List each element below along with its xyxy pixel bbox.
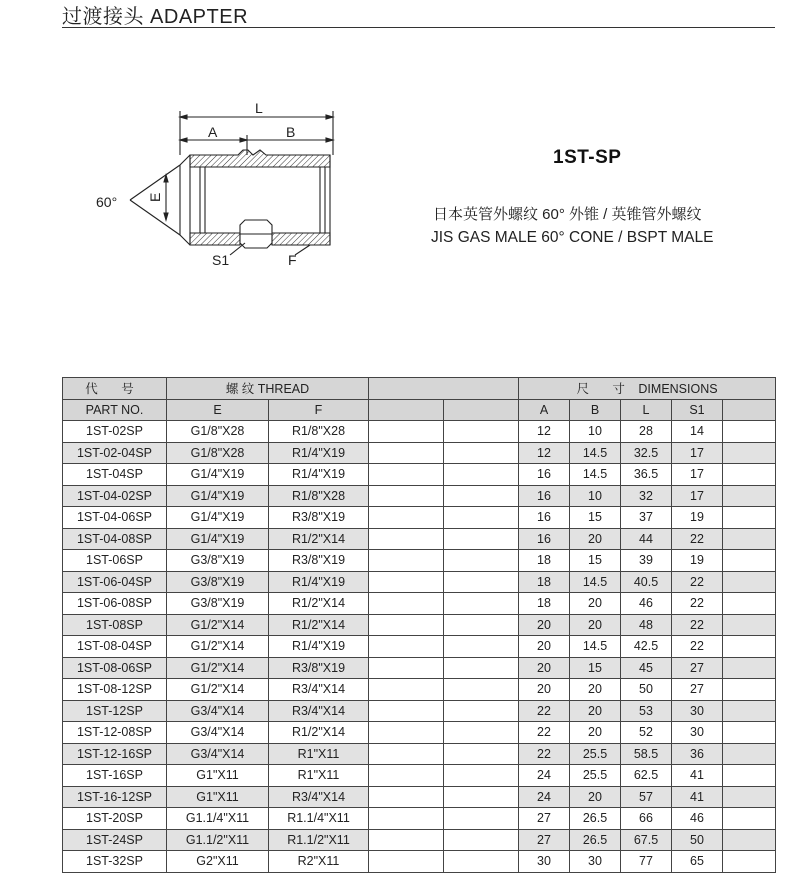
dim-l-cell: 67.5 xyxy=(621,829,672,851)
header-blank-3 xyxy=(723,399,776,421)
blank-cell xyxy=(723,657,776,679)
dim-a-cell: 12 xyxy=(519,421,570,443)
table-row xyxy=(63,485,776,507)
dim-b-cell: 15 xyxy=(570,657,621,679)
dim-a-cell: 20 xyxy=(519,679,570,701)
dim-a-cell: 16 xyxy=(519,464,570,486)
table-row xyxy=(63,593,776,615)
thread-f-cell: R1/4"X19 xyxy=(269,464,369,486)
thread-f-cell: R1/2"X14 xyxy=(269,528,369,550)
blank-cell xyxy=(444,593,519,615)
dim-b-cell: 15 xyxy=(570,550,621,572)
header-code-cn: 代 号 xyxy=(63,378,167,400)
thread-e-cell: G1/2"X14 xyxy=(167,614,269,636)
blank-cell xyxy=(444,743,519,765)
label-a: A xyxy=(208,124,218,140)
dim-b-cell: 20 xyxy=(570,593,621,615)
table-row xyxy=(63,722,776,744)
dim-s1-cell: 19 xyxy=(672,550,723,572)
table-row xyxy=(63,421,776,443)
header-l: L xyxy=(621,399,672,421)
dim-b-cell: 20 xyxy=(570,614,621,636)
header-blank xyxy=(369,378,519,400)
blank-cell xyxy=(369,829,444,851)
blank-cell xyxy=(369,571,444,593)
blank-cell xyxy=(723,485,776,507)
blank-cell xyxy=(369,743,444,765)
dim-l-cell: 48 xyxy=(621,614,672,636)
part-no-cell: 1ST-02-04SP xyxy=(63,442,167,464)
blank-cell xyxy=(723,528,776,550)
dim-s1-cell: 65 xyxy=(672,851,723,873)
blank-cell xyxy=(444,765,519,787)
table-row xyxy=(63,657,776,679)
header-row-1 xyxy=(63,378,776,400)
dim-b-cell: 20 xyxy=(570,700,621,722)
dim-l-cell: 28 xyxy=(621,421,672,443)
dim-l-cell: 53 xyxy=(621,700,672,722)
dim-b-cell: 20 xyxy=(570,528,621,550)
thread-f-cell: R1.1/4"X11 xyxy=(269,808,369,830)
dim-a-cell: 18 xyxy=(519,593,570,615)
blank-cell xyxy=(723,851,776,873)
part-no-cell: 1ST-08-04SP xyxy=(63,636,167,658)
part-no-cell: 1ST-08-06SP xyxy=(63,657,167,679)
dim-a-cell: 24 xyxy=(519,765,570,787)
blank-cell xyxy=(369,851,444,873)
blank-cell xyxy=(444,700,519,722)
dim-l-cell: 57 xyxy=(621,786,672,808)
label-f: F xyxy=(288,252,297,268)
table-row xyxy=(63,464,776,486)
page-title: 过渡接头 ADAPTER xyxy=(62,6,249,28)
dim-s1-cell: 30 xyxy=(672,722,723,744)
thread-e-cell: G3/8"X19 xyxy=(167,550,269,572)
blank-cell xyxy=(444,485,519,507)
dim-a-cell: 20 xyxy=(519,614,570,636)
adapter-drawing xyxy=(90,95,350,275)
dim-l-cell: 42.5 xyxy=(621,636,672,658)
blank-cell xyxy=(369,786,444,808)
thread-f-cell: R1/2"X14 xyxy=(269,722,369,744)
dim-s1-cell: 22 xyxy=(672,528,723,550)
dim-l-cell: 52 xyxy=(621,722,672,744)
dim-b-cell: 20 xyxy=(570,679,621,701)
dim-l-cell: 77 xyxy=(621,851,672,873)
blank-cell xyxy=(723,507,776,529)
header-dimensions-en: DIMENSIONS xyxy=(638,382,718,397)
label-e: E xyxy=(147,192,163,202)
blank-cell xyxy=(723,571,776,593)
header-f: F xyxy=(269,399,369,421)
blank-cell xyxy=(444,614,519,636)
blank-cell xyxy=(369,550,444,572)
thread-f-cell: R2"X11 xyxy=(269,851,369,873)
header-dimensions xyxy=(519,378,776,400)
blank-cell xyxy=(369,593,444,615)
table-row xyxy=(63,765,776,787)
blank-cell xyxy=(723,636,776,658)
dim-l-cell: 58.5 xyxy=(621,743,672,765)
blank-cell xyxy=(444,528,519,550)
thread-e-cell: G1/4"X19 xyxy=(167,507,269,529)
thread-e-cell: G1.1/2"X11 xyxy=(167,829,269,851)
dim-a-cell: 22 xyxy=(519,700,570,722)
dim-s1-cell: 17 xyxy=(672,442,723,464)
table-row xyxy=(63,550,776,572)
table-row xyxy=(63,700,776,722)
thread-f-cell: R1/2"X14 xyxy=(269,614,369,636)
dim-l-cell: 39 xyxy=(621,550,672,572)
dim-l-cell: 45 xyxy=(621,657,672,679)
part-no-cell: 1ST-06SP xyxy=(63,550,167,572)
part-no-cell: 1ST-32SP xyxy=(63,851,167,873)
dim-b-cell: 26.5 xyxy=(570,808,621,830)
dim-b-cell: 25.5 xyxy=(570,765,621,787)
dim-b-cell: 14.5 xyxy=(570,442,621,464)
part-no-cell: 1ST-04-08SP xyxy=(63,528,167,550)
dim-l-cell: 46 xyxy=(621,593,672,615)
part-no-cell: 1ST-04SP xyxy=(63,464,167,486)
header-blank-2 xyxy=(444,399,519,421)
header-size-cn: 尺 寸 xyxy=(576,382,635,397)
thread-f-cell: R1/4"X19 xyxy=(269,442,369,464)
blank-cell xyxy=(444,636,519,658)
dim-a-cell: 30 xyxy=(519,851,570,873)
dim-s1-cell: 22 xyxy=(672,593,723,615)
thread-f-cell: R1/8"X28 xyxy=(269,485,369,507)
blank-cell xyxy=(444,571,519,593)
part-no-cell: 1ST-04-02SP xyxy=(63,485,167,507)
table-row xyxy=(63,442,776,464)
dim-a-cell: 18 xyxy=(519,550,570,572)
label-angle: 60° xyxy=(96,194,118,210)
blank-cell xyxy=(723,808,776,830)
thread-e-cell: G3/4"X14 xyxy=(167,700,269,722)
blank-cell xyxy=(444,421,519,443)
table-row xyxy=(63,829,776,851)
dim-a-cell: 24 xyxy=(519,786,570,808)
table-row xyxy=(63,507,776,529)
thread-f-cell: R1/4"X19 xyxy=(269,571,369,593)
thread-f-cell: R3/8"X19 xyxy=(269,550,369,572)
thread-e-cell: G1/8"X28 xyxy=(167,442,269,464)
dim-b-cell: 20 xyxy=(570,722,621,744)
dim-l-cell: 37 xyxy=(621,507,672,529)
header-blank-1 xyxy=(369,399,444,421)
dim-a-cell: 27 xyxy=(519,808,570,830)
blank-cell xyxy=(369,485,444,507)
blank-cell xyxy=(723,700,776,722)
thread-e-cell: G1/8"X28 xyxy=(167,421,269,443)
thread-f-cell: R3/4"X14 xyxy=(269,786,369,808)
dim-a-cell: 12 xyxy=(519,442,570,464)
dim-a-cell: 20 xyxy=(519,636,570,658)
dim-s1-cell: 27 xyxy=(672,657,723,679)
header-a: A xyxy=(519,399,570,421)
part-no-cell: 1ST-02SP xyxy=(63,421,167,443)
header-thread: 螺 纹 THREAD xyxy=(167,378,369,400)
blank-cell xyxy=(369,442,444,464)
thread-e-cell: G1/2"X14 xyxy=(167,657,269,679)
dim-s1-cell: 17 xyxy=(672,464,723,486)
dim-a-cell: 27 xyxy=(519,829,570,851)
thread-f-cell: R3/8"X19 xyxy=(269,507,369,529)
table-row xyxy=(63,786,776,808)
dim-b-cell: 20 xyxy=(570,786,621,808)
thread-e-cell: G3/4"X14 xyxy=(167,722,269,744)
part-no-cell: 1ST-24SP xyxy=(63,829,167,851)
blank-cell xyxy=(723,464,776,486)
blank-cell xyxy=(723,593,776,615)
table-row xyxy=(63,743,776,765)
product-description-en: JIS GAS MALE 60° CONE / BSPT MALE xyxy=(431,229,714,246)
blank-cell xyxy=(444,550,519,572)
dim-a-cell: 22 xyxy=(519,743,570,765)
dim-s1-cell: 50 xyxy=(672,829,723,851)
dim-s1-cell: 30 xyxy=(672,700,723,722)
blank-cell xyxy=(369,528,444,550)
dim-a-cell: 22 xyxy=(519,722,570,744)
dim-l-cell: 44 xyxy=(621,528,672,550)
thread-f-cell: R1"X11 xyxy=(269,765,369,787)
product-description-cn: 日本英管外螺纹 60° 外锥 / 英锥管外螺纹 xyxy=(433,206,702,223)
dim-b-cell: 14.5 xyxy=(570,636,621,658)
thread-e-cell: G3/8"X19 xyxy=(167,593,269,615)
header-b: B xyxy=(570,399,621,421)
blank-cell xyxy=(444,507,519,529)
thread-e-cell: G1/4"X19 xyxy=(167,528,269,550)
dim-b-cell: 25.5 xyxy=(570,743,621,765)
thread-f-cell: R3/4"X14 xyxy=(269,679,369,701)
blank-cell xyxy=(369,464,444,486)
blank-cell xyxy=(723,786,776,808)
thread-e-cell: G1.1/4"X11 xyxy=(167,808,269,830)
table-row xyxy=(63,808,776,830)
header-part-no: PART NO. xyxy=(63,399,167,421)
blank-cell xyxy=(369,636,444,658)
dim-b-cell: 15 xyxy=(570,507,621,529)
dim-s1-cell: 22 xyxy=(672,571,723,593)
thread-e-cell: G1/4"X19 xyxy=(167,485,269,507)
dim-a-cell: 16 xyxy=(519,507,570,529)
blank-cell xyxy=(723,614,776,636)
dim-a-cell: 20 xyxy=(519,657,570,679)
thread-e-cell: G1/2"X14 xyxy=(167,679,269,701)
header-row-2 xyxy=(63,399,776,421)
thread-e-cell: G1/4"X19 xyxy=(167,464,269,486)
blank-cell xyxy=(444,722,519,744)
blank-cell xyxy=(444,442,519,464)
blank-cell xyxy=(369,700,444,722)
dim-a-cell: 18 xyxy=(519,571,570,593)
part-no-cell: 1ST-08-12SP xyxy=(63,679,167,701)
thread-e-cell: G2"X11 xyxy=(167,851,269,873)
blank-cell xyxy=(444,657,519,679)
thread-f-cell: R3/8"X19 xyxy=(269,657,369,679)
dim-l-cell: 32 xyxy=(621,485,672,507)
thread-e-cell: G1"X11 xyxy=(167,765,269,787)
dim-s1-cell: 41 xyxy=(672,786,723,808)
dim-s1-cell: 22 xyxy=(672,614,723,636)
part-no-cell: 1ST-06-04SP xyxy=(63,571,167,593)
part-no-cell: 1ST-16SP xyxy=(63,765,167,787)
dim-s1-cell: 22 xyxy=(672,636,723,658)
blank-cell xyxy=(444,464,519,486)
blank-cell xyxy=(723,442,776,464)
table-row xyxy=(63,571,776,593)
thread-f-cell: R1/2"X14 xyxy=(269,593,369,615)
title-divider xyxy=(62,27,775,28)
thread-f-cell: R1/4"X19 xyxy=(269,636,369,658)
dim-b-cell: 14.5 xyxy=(570,571,621,593)
thread-e-cell: G1/2"X14 xyxy=(167,636,269,658)
table-row xyxy=(63,528,776,550)
part-no-cell: 1ST-20SP xyxy=(63,808,167,830)
table-row xyxy=(63,851,776,873)
blank-cell xyxy=(723,765,776,787)
thread-e-cell: G1"X11 xyxy=(167,786,269,808)
label-b: B xyxy=(286,124,296,140)
thread-f-cell: R1/8"X28 xyxy=(269,421,369,443)
blank-cell xyxy=(369,657,444,679)
table-row xyxy=(63,679,776,701)
blank-cell xyxy=(369,808,444,830)
dim-a-cell: 16 xyxy=(519,528,570,550)
header-s1: S1 xyxy=(672,399,723,421)
label-s1: S1 xyxy=(212,252,230,268)
blank-cell xyxy=(723,421,776,443)
dim-b-cell: 14.5 xyxy=(570,464,621,486)
thread-e-cell: G3/8"X19 xyxy=(167,571,269,593)
blank-cell xyxy=(444,679,519,701)
dim-s1-cell: 36 xyxy=(672,743,723,765)
part-no-cell: 1ST-16-12SP xyxy=(63,786,167,808)
blank-cell xyxy=(369,722,444,744)
thread-f-cell: R1.1/2"X11 xyxy=(269,829,369,851)
blank-cell xyxy=(369,421,444,443)
dim-b-cell: 10 xyxy=(570,485,621,507)
part-no-cell: 1ST-06-08SP xyxy=(63,593,167,615)
blank-cell xyxy=(723,743,776,765)
spec-table xyxy=(62,377,776,873)
dim-s1-cell: 41 xyxy=(672,765,723,787)
thread-f-cell: R3/4"X14 xyxy=(269,700,369,722)
dim-s1-cell: 14 xyxy=(672,421,723,443)
dim-a-cell: 16 xyxy=(519,485,570,507)
dim-l-cell: 66 xyxy=(621,808,672,830)
blank-cell xyxy=(723,722,776,744)
blank-cell xyxy=(444,829,519,851)
dim-s1-cell: 46 xyxy=(672,808,723,830)
product-model: 1ST-SP xyxy=(553,147,622,168)
blank-cell xyxy=(444,786,519,808)
thread-f-cell: R1"X11 xyxy=(269,743,369,765)
blank-cell xyxy=(369,507,444,529)
part-no-cell: 1ST-12-08SP xyxy=(63,722,167,744)
dim-s1-cell: 19 xyxy=(672,507,723,529)
part-no-cell: 1ST-04-06SP xyxy=(63,507,167,529)
dim-l-cell: 32.5 xyxy=(621,442,672,464)
blank-cell xyxy=(723,550,776,572)
blank-cell xyxy=(723,829,776,851)
label-l: L xyxy=(255,100,263,116)
blank-cell xyxy=(444,808,519,830)
blank-cell xyxy=(444,851,519,873)
blank-cell xyxy=(369,614,444,636)
dim-l-cell: 50 xyxy=(621,679,672,701)
blank-cell xyxy=(369,765,444,787)
dim-l-cell: 62.5 xyxy=(621,765,672,787)
part-no-cell: 1ST-12-16SP xyxy=(63,743,167,765)
thread-e-cell: G3/4"X14 xyxy=(167,743,269,765)
dim-s1-cell: 17 xyxy=(672,485,723,507)
header-e: E xyxy=(167,399,269,421)
dim-b-cell: 10 xyxy=(570,421,621,443)
table-row xyxy=(63,636,776,658)
dim-b-cell: 26.5 xyxy=(570,829,621,851)
dim-l-cell: 40.5 xyxy=(621,571,672,593)
part-no-cell: 1ST-12SP xyxy=(63,700,167,722)
part-no-cell: 1ST-08SP xyxy=(63,614,167,636)
dim-s1-cell: 27 xyxy=(672,679,723,701)
dim-l-cell: 36.5 xyxy=(621,464,672,486)
table-row xyxy=(63,614,776,636)
blank-cell xyxy=(723,679,776,701)
dim-b-cell: 30 xyxy=(570,851,621,873)
blank-cell xyxy=(369,679,444,701)
